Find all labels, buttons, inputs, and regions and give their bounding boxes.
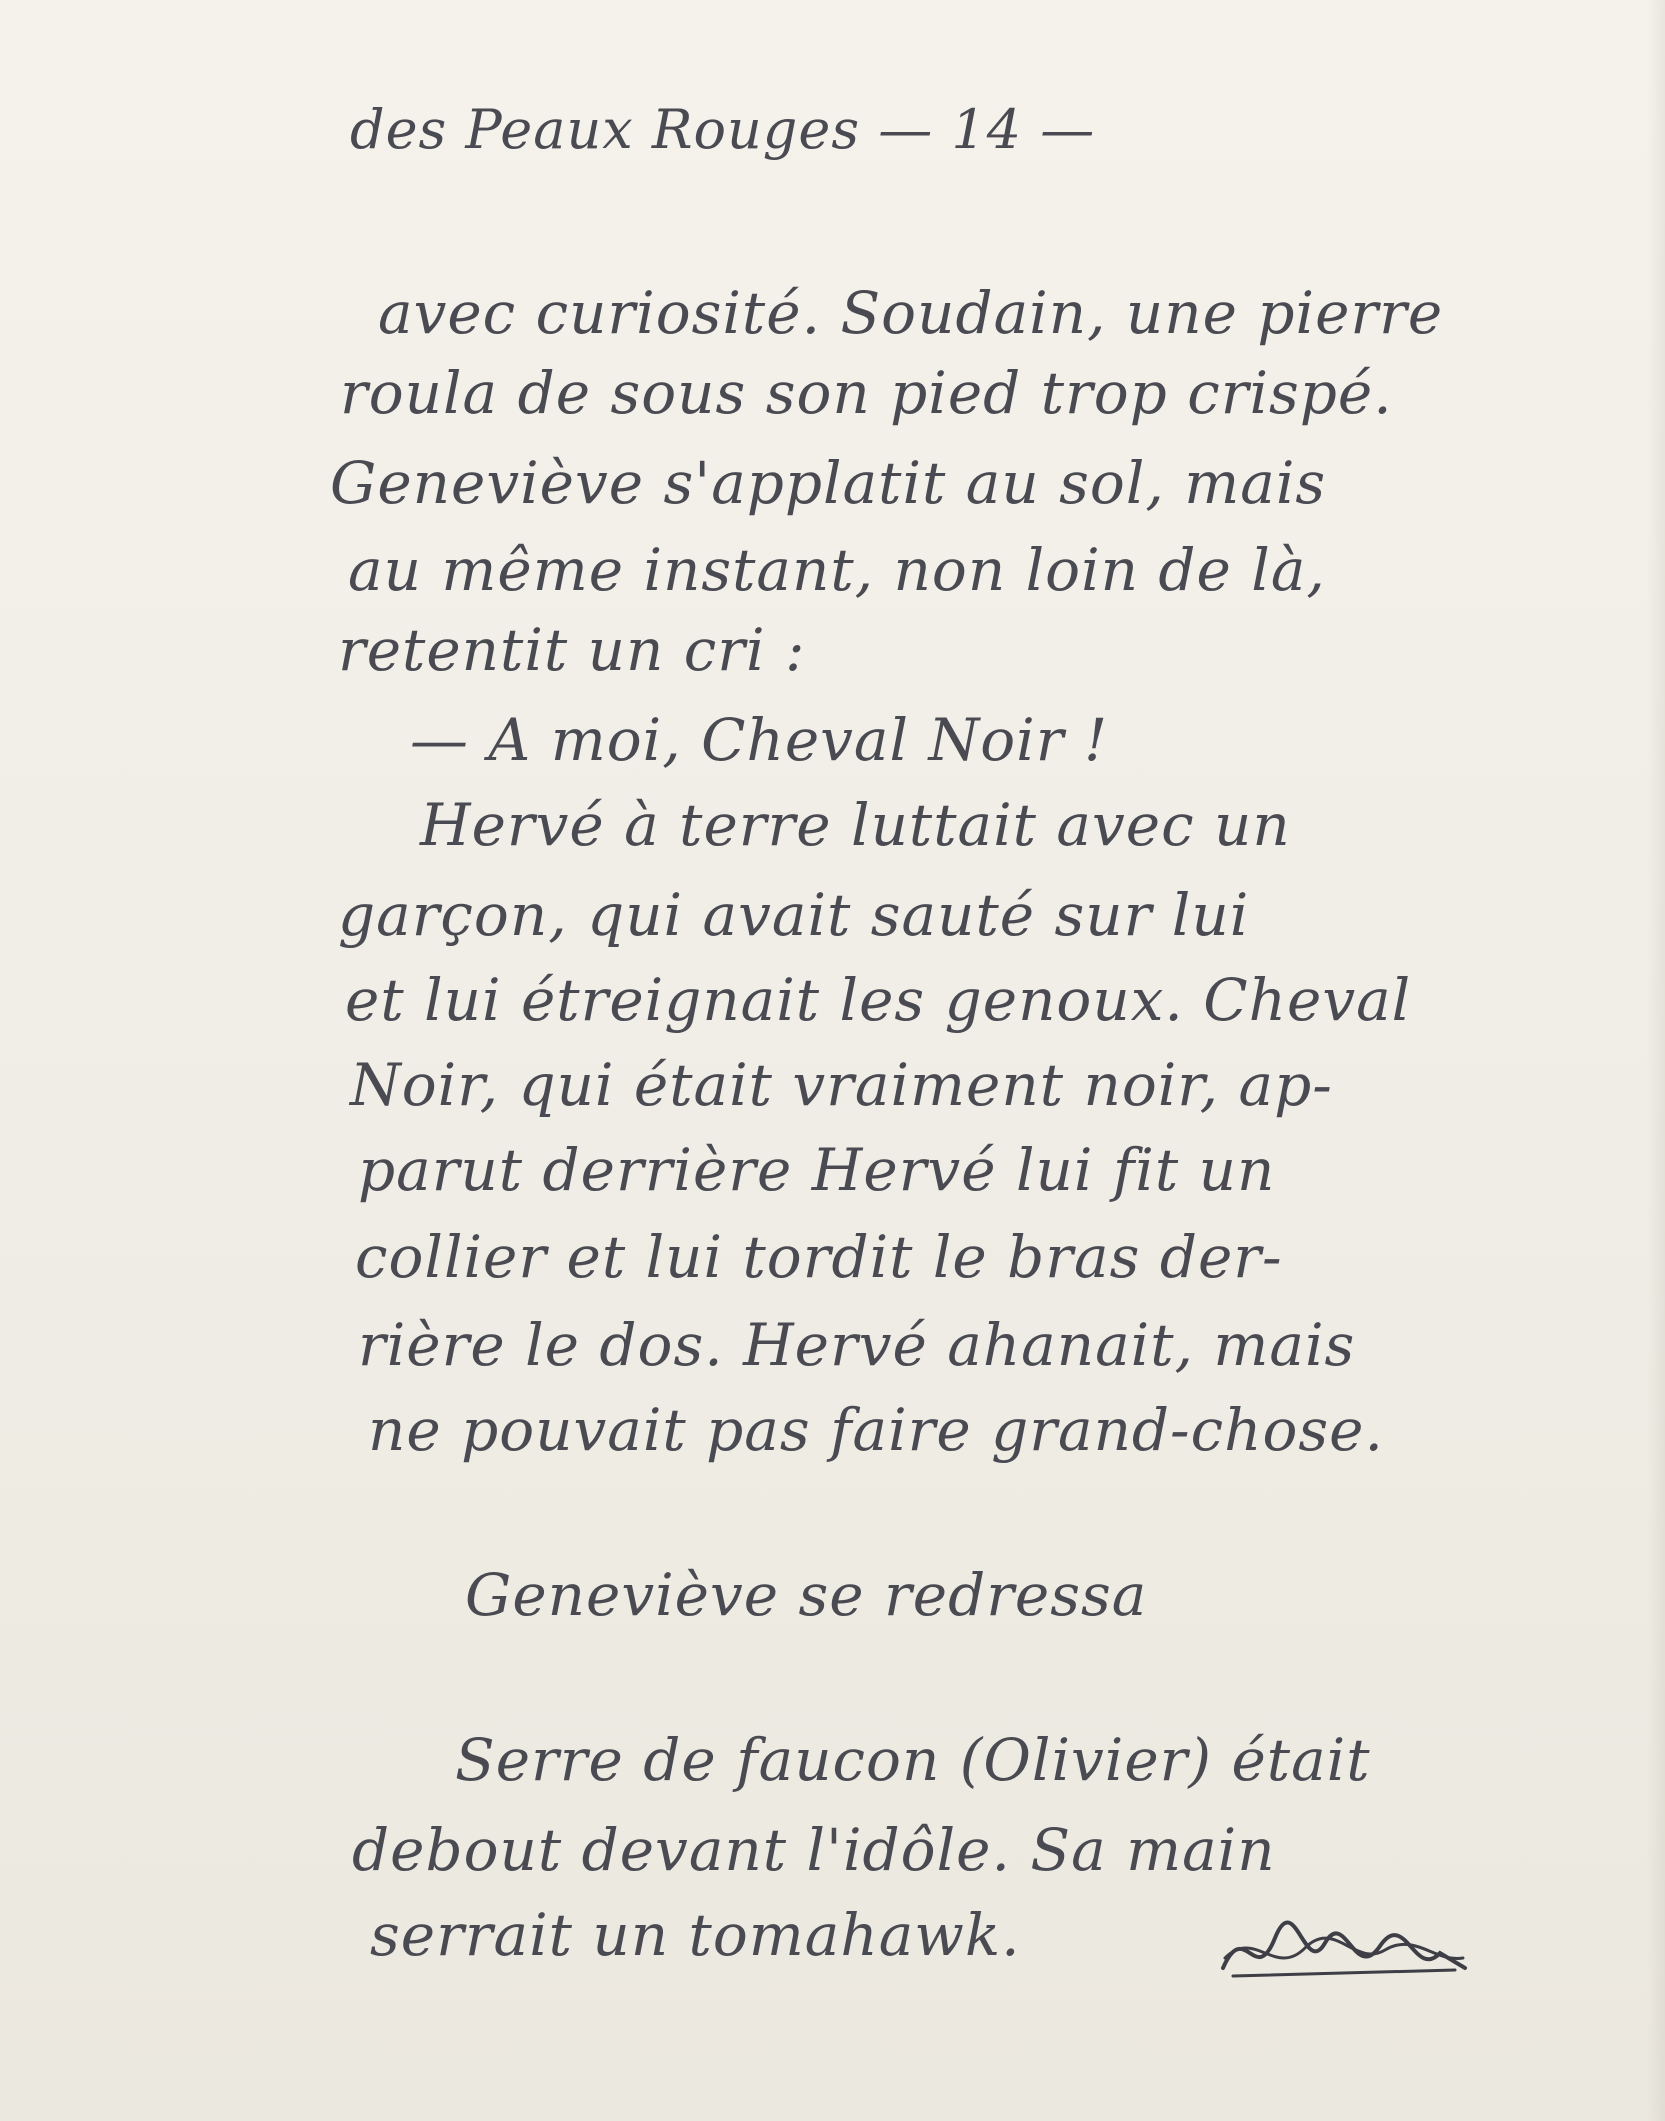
text-line: collier et lui tordit le bras der-	[355, 1223, 1283, 1291]
text-line: et lui étreignait les genoux. Cheval	[345, 966, 1412, 1034]
text-line: parut derrière Hervé lui fit un	[358, 1136, 1276, 1204]
paper-edge-shadow	[1647, 0, 1665, 2121]
text-line: Geneviève se redressa	[465, 1561, 1148, 1629]
text-line: retentit un cri :	[338, 616, 806, 684]
crossed-out-word-scribble	[1215, 1908, 1475, 1998]
text-line: garçon, qui avait sauté sur lui	[338, 881, 1250, 949]
page-header: des Peaux Rouges — 14 —	[350, 98, 1096, 161]
text-line: Hervé à terre luttait avec un	[420, 791, 1291, 859]
text-line: serrait un tomahawk.	[370, 1901, 1021, 1969]
text-line: Geneviève s'applatit au sol, mais	[330, 449, 1327, 517]
text-line: au même instant, non loin de là,	[348, 536, 1326, 604]
text-line: ne pouvait pas faire grand-chose.	[368, 1396, 1384, 1464]
text-line: Noir, qui était vraiment noir, ap-	[350, 1051, 1333, 1119]
dialogue-line: — A moi, Cheval Noir !	[410, 706, 1109, 774]
text-line: roula de sous son pied trop crispé.	[340, 359, 1393, 427]
text-line: rière le dos. Hervé ahanait, mais	[358, 1311, 1356, 1379]
text-line: debout devant l'idôle. Sa main	[352, 1816, 1276, 1884]
text-line: avec curiosité. Soudain, une pierre	[378, 279, 1444, 347]
text-line: Serre de faucon (Olivier) était	[455, 1726, 1371, 1794]
